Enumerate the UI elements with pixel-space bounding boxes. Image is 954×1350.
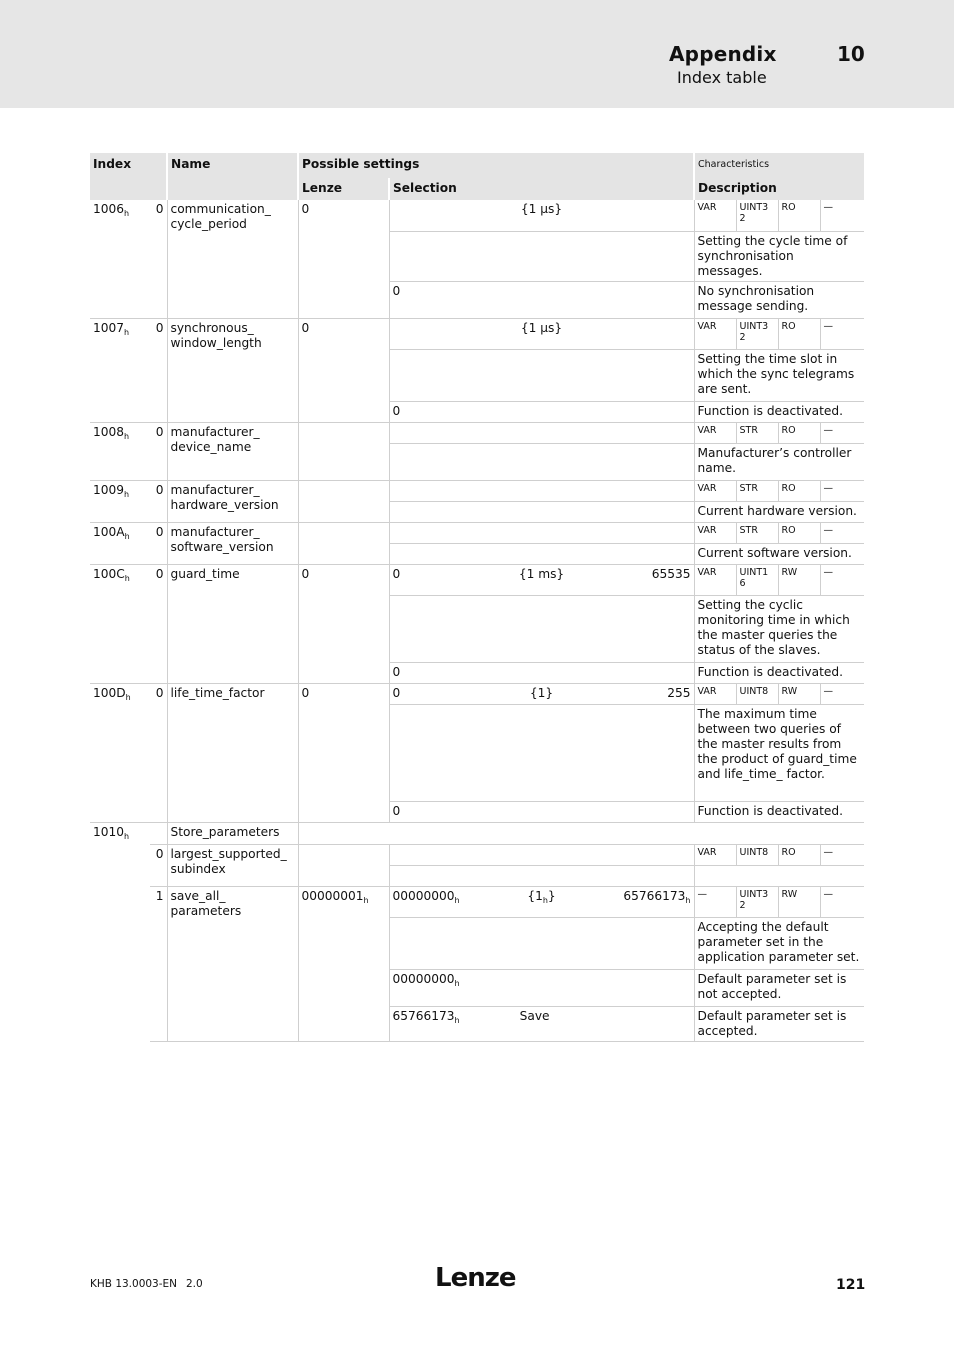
page-number: 121 — [836, 1277, 866, 1293]
lenze-cell: 0 — [298, 200, 389, 318]
char-type: VAR — [694, 522, 736, 543]
description-cell: Current hardware version. — [694, 501, 864, 522]
char-access: RW — [778, 564, 820, 595]
chapter-title: Appendix — [669, 42, 777, 66]
name-cell: life_time_factor — [167, 683, 298, 822]
subindex-cell: 0 — [155, 202, 164, 216]
subindex-cell: 0 — [150, 522, 167, 564]
char-access: RW — [778, 683, 820, 704]
char-type: VAR — [694, 480, 736, 501]
index-cell: $1007_h$ — [90, 318, 150, 422]
name-cell: largest_supported_ subindex — [167, 844, 298, 886]
char-datatype: UINT8 — [736, 683, 778, 704]
description-cell: Default parameter set is not accepted. — [694, 969, 864, 1006]
lenze-cell: 0 — [298, 683, 389, 822]
document-version: 2.0 — [186, 1278, 203, 1290]
char-type: VAR — [694, 318, 736, 349]
index-cell: $1006_h$ — [93, 202, 130, 218]
col-lenze-header: Lenze — [298, 178, 389, 200]
char-access: RO — [778, 422, 820, 443]
char-type: VAR — [694, 564, 736, 595]
subindex-cell: 0 — [150, 480, 167, 522]
selection-cell: 0 — [389, 401, 694, 422]
col-description-header: Description — [694, 178, 864, 200]
selection-step: $\{1_h\}$ — [527, 888, 556, 905]
selection-cell: $65766173_h$ Save — [389, 1006, 694, 1041]
selection-min: 0 — [392, 685, 401, 700]
name-cell: manufacturer_ software_version — [167, 522, 298, 564]
index-cell: $100A_h$ — [90, 522, 150, 564]
char-extra: — — [820, 522, 864, 543]
description-cell: Manufacturer’s controller name. — [694, 443, 864, 480]
col-possible-settings-header: Possible settings — [298, 153, 694, 178]
lenze-logo: Lenze — [435, 1263, 516, 1293]
selection-cell — [389, 683, 694, 704]
name-cell: synchronous_ window_length — [167, 318, 298, 422]
description-cell: Setting the cycle time of synchronisation messages. — [694, 231, 864, 281]
header-band — [0, 0, 954, 108]
char-access: RO — [778, 480, 820, 501]
char-extra: — — [820, 422, 864, 443]
col-selection-header: Selection — [389, 178, 694, 200]
char-access: RO — [778, 844, 820, 865]
char-type: VAR — [694, 844, 736, 865]
table-header-row — [90, 153, 864, 178]
description-cell: Function is deactivated. — [694, 801, 864, 822]
lenze-cell: 0 — [298, 564, 389, 683]
table-row — [90, 564, 864, 595]
char-extra: — — [820, 480, 864, 501]
chapter-number: 10 — [837, 42, 865, 66]
index-cell: $1010_h$ — [90, 822, 150, 1042]
char-access: RO — [778, 522, 820, 543]
section-subtitle: Index table — [677, 68, 767, 87]
index-cell: $1008_h$ — [90, 422, 150, 480]
char-datatype: UINT1 6 — [736, 564, 778, 595]
table-row — [90, 318, 864, 349]
char-datatype: STR — [736, 522, 778, 543]
subindex-cell: 0 — [150, 318, 167, 422]
col-index-header: Index — [90, 153, 167, 178]
selection-min: 0 — [392, 566, 401, 581]
table-row — [90, 422, 864, 443]
selection-label: Save — [519, 1008, 550, 1023]
table-row — [90, 200, 864, 231]
lenze-cell: $00000001_h$ — [298, 886, 389, 1041]
description-cell: No synchronisation message sending. — [694, 281, 864, 318]
name-cell: manufacturer_ device_name — [167, 422, 298, 480]
subindex-cell: 0 — [150, 683, 167, 822]
description-cell: Accepting the default parameter set in the application parameter set. — [694, 917, 864, 969]
char-extra: — — [820, 564, 864, 595]
selection-cell — [389, 564, 694, 595]
subindex-cell: 1 — [150, 886, 167, 1041]
selection-cell: {1 µs} — [389, 200, 694, 231]
table-row — [90, 844, 864, 865]
char-type: VAR — [694, 200, 736, 231]
selection-min: $00000000_h$ — [392, 888, 460, 905]
char-datatype: UINT3 2 — [736, 886, 778, 917]
table-row — [90, 683, 864, 704]
description-cell: Function is deactivated. — [694, 662, 864, 683]
char-datatype: UINT3 2 — [736, 200, 778, 231]
description-cell: Setting the cyclic monitoring time in which the master queries the status of the slaves. — [694, 595, 864, 662]
lenze-cell: 0 — [298, 318, 389, 422]
description-cell: Default parameter set is accepted. — [694, 1006, 864, 1041]
char-access: RO — [778, 318, 820, 349]
selection-cell: 0 — [389, 662, 694, 683]
index-cell: $100C_h$ — [90, 564, 150, 683]
selection-max: 255 — [667, 685, 691, 700]
table-subheader-row — [90, 178, 864, 200]
char-extra: — — [820, 200, 864, 231]
name-cell: communication_ cycle_period — [167, 200, 298, 318]
table-row — [90, 886, 864, 917]
name-cell: manufacturer_ hardware_version — [167, 480, 298, 522]
char-type: VAR — [694, 683, 736, 704]
char-type: VAR — [694, 422, 736, 443]
selection-max: $65766173_h$ — [623, 888, 691, 905]
selection-step: {1} — [529, 685, 554, 700]
name-cell: save_all_ parameters — [167, 886, 298, 1041]
char-datatype: STR — [736, 480, 778, 501]
char-access: RO — [778, 200, 820, 231]
char-extra: — — [820, 844, 864, 865]
selection-max: 65535 — [651, 566, 691, 581]
selection-cell: 0 — [389, 281, 694, 318]
char-extra: — — [820, 318, 864, 349]
table-row — [90, 822, 864, 844]
description-cell: Setting the time slot in which the sync telegrams are sent. — [694, 349, 864, 401]
document-id: KHB 13.0003-EN — [90, 1278, 178, 1290]
selection-cell: $00000000_h$ — [389, 969, 694, 1006]
subindex-cell: 0 — [150, 564, 167, 683]
col-characteristics-header: Characteristics — [694, 153, 864, 178]
char-extra: — — [820, 886, 864, 917]
description-cell: The maximum time between two queries of the master results from the product of guard_time and life_time_ factor. — [694, 704, 864, 801]
index-cell: $1009_h$ — [90, 480, 150, 522]
char-datatype: STR — [736, 422, 778, 443]
selection-cell: {1 µs} — [389, 318, 694, 349]
table-row — [90, 522, 864, 543]
index-cell: $100D_h$ — [90, 683, 150, 822]
char-type: — — [694, 886, 736, 917]
name-cell: guard_time — [167, 564, 298, 683]
selection-cell — [389, 886, 694, 917]
col-name-header: Name — [167, 153, 298, 178]
char-datatype: UINT8 — [736, 844, 778, 865]
index-table — [90, 153, 864, 1042]
char-access: RW — [778, 886, 820, 917]
selection-cell: 0 — [389, 801, 694, 822]
char-extra: — — [820, 683, 864, 704]
subindex-cell: 0 — [150, 844, 167, 886]
selection-step: {1 ms} — [518, 566, 565, 581]
table-row — [90, 480, 864, 501]
description-cell: Current software version. — [694, 543, 864, 564]
description-cell: Function is deactivated. — [694, 401, 864, 422]
name-cell: Store_parameters — [167, 822, 298, 844]
subindex-cell: 0 — [150, 422, 167, 480]
char-datatype: UINT3 2 — [736, 318, 778, 349]
